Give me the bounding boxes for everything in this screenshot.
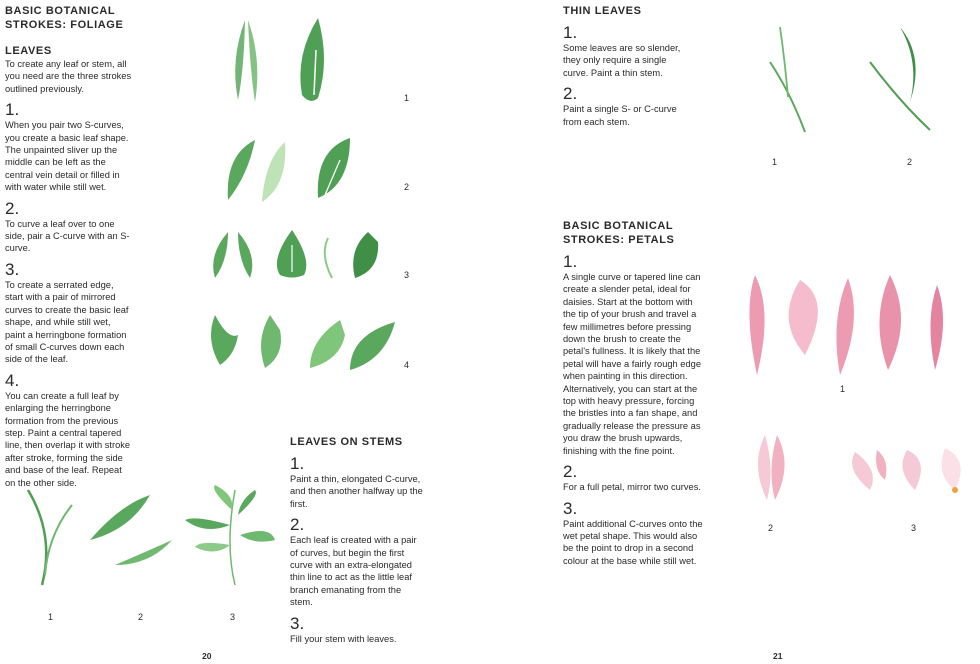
thin-label: 1 bbox=[772, 157, 778, 167]
petal-base-accent bbox=[952, 487, 958, 493]
step-number: 1. bbox=[290, 454, 305, 473]
petal-label: 2 bbox=[768, 523, 774, 533]
thin-label: 2 bbox=[907, 157, 913, 167]
petals-text bbox=[563, 219, 703, 567]
step-text: A single curve or tapered line can create a slender petal, ideal for daisies. Start at the bottom with the tip of your brush and travel a few millimetres before pressing down the brush to create the petal’s fullness. It is likely that the petal will have a fairly rough edge when painting in this direction. Alternatively, you can start at the top with heavy pressure, forcing the bristles into a fan shape, and gradually release the pressure as you draw the brush upwards, finishing with the fine point. bbox=[563, 272, 701, 456]
thin-heading: THIN LEAVES bbox=[563, 5, 642, 17]
step-number: 2. bbox=[290, 515, 305, 535]
leaves-heading: LEAVES bbox=[5, 45, 52, 57]
stems-heading: LEAVES ON STEMS bbox=[290, 436, 403, 448]
leaf-basic bbox=[300, 18, 324, 101]
stems-text-column bbox=[290, 435, 425, 645]
petal-c-1 bbox=[852, 452, 873, 490]
petal-label: 3 bbox=[911, 523, 917, 533]
step-number: 1. bbox=[563, 23, 578, 42]
stem-1 bbox=[28, 490, 46, 585]
thin-leaf-illustrations bbox=[760, 22, 940, 137]
petal-full-1 bbox=[789, 280, 818, 355]
leaf-full-2 bbox=[310, 320, 345, 368]
step-text: Fill your stem with leaves. bbox=[290, 633, 397, 644]
step-number: 2. bbox=[563, 84, 578, 104]
step-number: 3. bbox=[563, 498, 578, 518]
leaf-serrated-a bbox=[213, 232, 228, 278]
leaf-row-label: 4 bbox=[404, 360, 410, 370]
petal-c-2 bbox=[903, 450, 921, 490]
leaf-full-1 bbox=[211, 315, 238, 365]
petal-c-3 bbox=[942, 448, 961, 490]
step-text: When you pair two S-curves, you create a basic leaf shape. The unpainted sliver up the middle can be left as the central vein detail or filled in with water while still wet. bbox=[5, 120, 129, 193]
leaf-half-left bbox=[235, 20, 245, 100]
step-text: Some leaves are so slender, they only require a single curve. Paint a thin stem. bbox=[563, 43, 681, 78]
petal-label: 1 bbox=[840, 384, 846, 394]
leaf-illustrations bbox=[200, 10, 400, 380]
thin-leaf bbox=[870, 62, 930, 130]
step-number: 3. bbox=[5, 259, 20, 279]
leaves-intro: To create any leaf or stem, all you need are the three strokes outlined previously. bbox=[5, 59, 132, 94]
left-text-column bbox=[5, 4, 133, 489]
petal-slender-1 bbox=[749, 275, 764, 375]
leaf-curved-2 bbox=[262, 142, 285, 202]
step-number: 3. bbox=[290, 613, 305, 633]
step-number: 4. bbox=[5, 370, 20, 390]
page-number-right: 21 bbox=[773, 651, 783, 661]
leaf-herringbone bbox=[325, 238, 332, 278]
page-title: BASIC BOTANICAL STROKES: FOLIAGE bbox=[5, 5, 124, 31]
step-text: Paint a thin, elongated C-curve, and then another halfway up the first. bbox=[290, 474, 423, 509]
step-text: For a full petal, mirror two curves. bbox=[563, 482, 701, 493]
stem-label: 3 bbox=[230, 612, 236, 622]
stem-illustrations bbox=[20, 485, 290, 595]
step-text: Paint additional C-curves onto the wet petal shape. This would also be the point to drop in a second colour at the base while still wet. bbox=[563, 518, 703, 566]
page-number-left: 20 bbox=[202, 651, 212, 661]
petal-mirror-right bbox=[771, 435, 784, 500]
step-number: 1. bbox=[5, 100, 20, 120]
step-text: You can create a full leaf by enlarging the herringbone formation from the previous step. Paint a central tapered line, then overlap it with stroke after stroke, forming the side and base of the leaf. Repeat on the other side. bbox=[5, 390, 131, 488]
step-text: Paint a single S- or C-curve from each stem. bbox=[563, 104, 677, 127]
step-text: To create a serrated edge, start with a pair of mirrored curves to create the basic leaf shape, and while still wet, paint a herringbone formation of small C-curves down each side of the leaf. bbox=[5, 279, 129, 365]
petals-heading-2: STROKES: PETALS bbox=[563, 234, 675, 246]
leaf-curved-1 bbox=[228, 140, 255, 200]
petal-mirror-left bbox=[758, 435, 771, 500]
stem-label: 2 bbox=[138, 612, 144, 622]
petal-illustrations bbox=[745, 270, 975, 500]
leaf-row-label: 3 bbox=[404, 270, 410, 280]
leaf-row-label: 1 bbox=[404, 93, 410, 103]
step-text: Each leaf is created with a pair of curves, but begin the first curve with an extra-elongated thin line to act as the little leaf branch emanating from the stem. bbox=[290, 535, 417, 608]
leaf-row-label: 2 bbox=[404, 182, 410, 192]
step-number: 2. bbox=[563, 462, 578, 482]
step-number: 1. bbox=[563, 252, 578, 271]
petal-full-2 bbox=[879, 275, 901, 370]
thin-leaves-text bbox=[563, 4, 693, 128]
stem-label: 1 bbox=[48, 612, 54, 622]
leaf-curved-3 bbox=[318, 138, 350, 198]
petals-heading: BASIC BOTANICAL bbox=[563, 220, 674, 232]
step-number: 2. bbox=[5, 198, 20, 218]
step-text: To curve a leaf over to one side, pair a C-curve with an S-curve. bbox=[5, 218, 130, 254]
leaf-half-right bbox=[248, 20, 257, 102]
stem-2-leaf bbox=[90, 495, 150, 540]
